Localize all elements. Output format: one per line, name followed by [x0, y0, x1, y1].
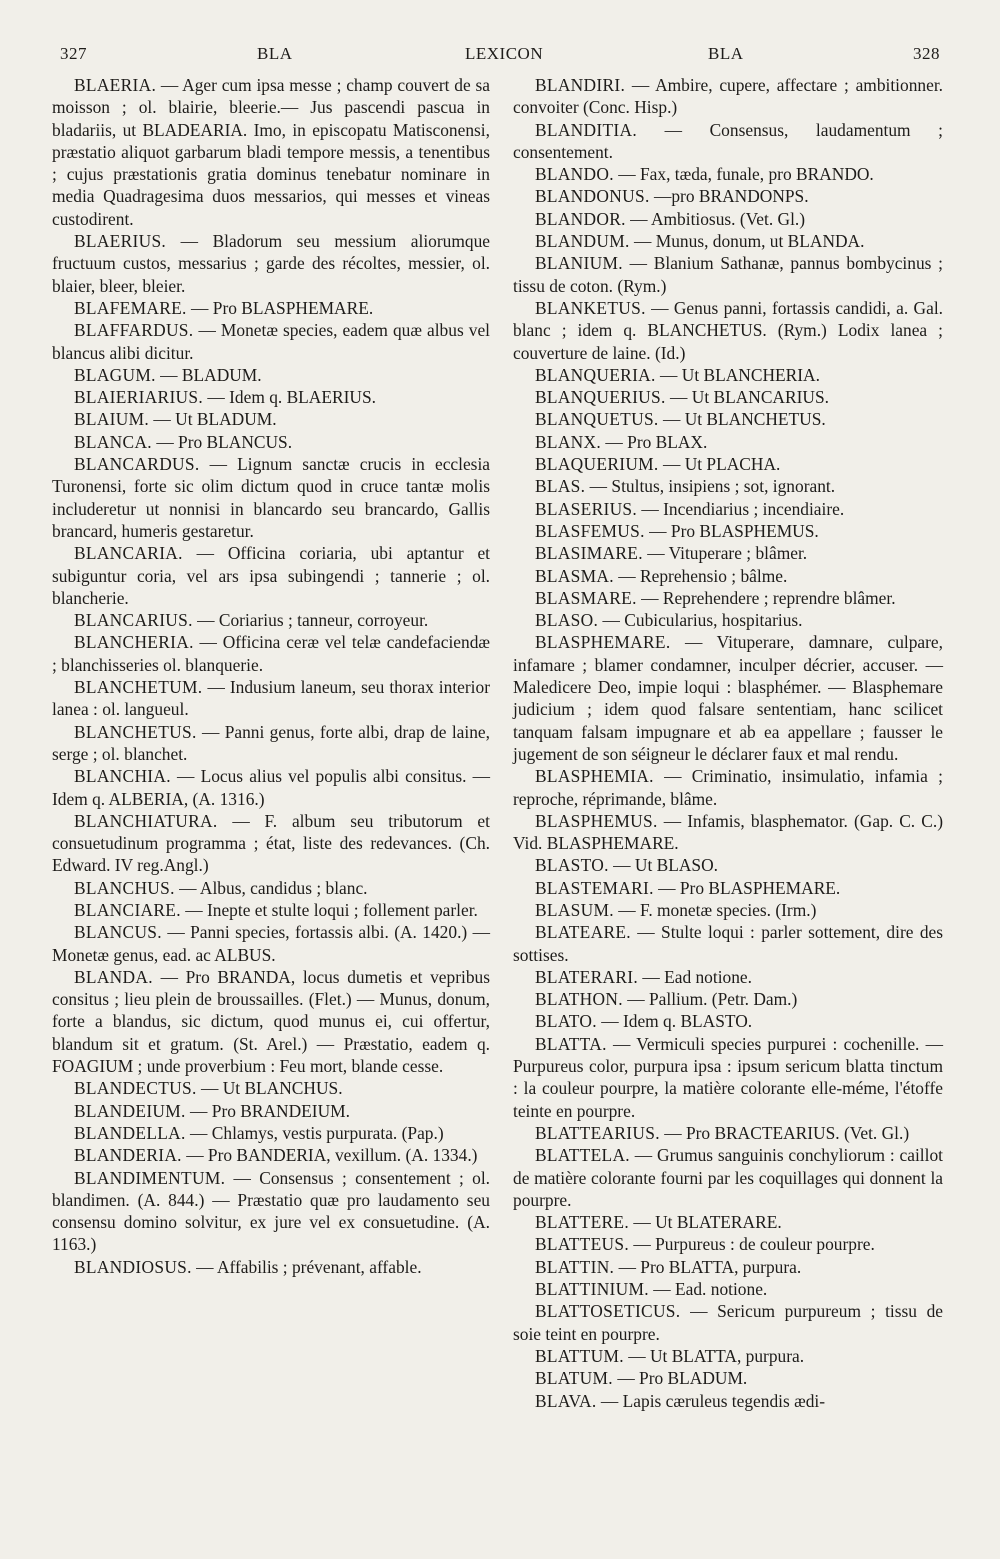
dictionary-entry — [513, 408, 943, 430]
dictionary-entry — [513, 1010, 943, 1032]
entry-headword: BLANCARDUS. — [74, 454, 200, 475]
dictionary-entry — [513, 520, 943, 542]
dictionary-entry — [513, 431, 943, 453]
entry-definition: — Pro BLATTA, purpura. — [618, 1256, 802, 1277]
entry-definition: — Blanium Sathanæ, pannus bombycinus ; tissu de coton. (Rym.) — [513, 253, 943, 296]
entry-headword: BLANCHIA. — [74, 766, 171, 787]
entry-definition: — F. album seu tributorum et consuetudinum programma ; état, liste des redevances. (Ch. Edward. IV reg.Angl.) — [52, 810, 490, 876]
entry-headword: BLAS. — [535, 476, 586, 497]
entry-headword: BLANDIMENTUM. — [74, 1167, 226, 1188]
entry-definition: — Indusium laneum, seu thorax interior lanea : ol. langueul. — [52, 677, 490, 720]
entry-definition: — Inepte et stulte loqui ; follement parler. — [185, 899, 478, 920]
entry-definition: — Pro BRANDEIUM. — [190, 1100, 350, 1121]
entry-definition: — Idem q. BLASTO. — [601, 1011, 753, 1032]
entry-definition: — Ut BLASO. — [613, 855, 718, 876]
entry-definition: — Albus, candidus ; blanc. — [179, 877, 368, 898]
dictionary-entry — [513, 1345, 943, 1367]
dictionary-entry — [513, 587, 943, 609]
entry-definition: — Ut PLACHA. — [662, 454, 781, 475]
entry-definition: — Cubicularius, hospitarius. — [602, 610, 803, 631]
entry-headword: BLANKETUS. — [535, 297, 646, 318]
entry-headword: BLAFFARDUS. — [74, 320, 194, 341]
entry-headword: BLASPHEMARE. — [535, 632, 671, 653]
entry-headword: BLANDIRI. — [535, 75, 626, 95]
entry-definition: — Pro BRANDA, locus dumetis et vepribus consitus ; lieu plein de broussailles. (Flet.) — Munus, donum, forte a blandus, sic dictum, quod munus ei, cui offertur, blandum sit et gratum. (St. Arel.) — Præstatio, eadem q. FOAGIUM ; unde proverbium : Feu mort, blande cesse. — [52, 966, 490, 1077]
entry-headword: BLANX. — [535, 431, 602, 452]
dictionary-entry — [52, 877, 490, 899]
entry-definition: — Ead. notione. — [653, 1279, 768, 1300]
entry-definition: — Pro BRACTEARIUS. (Vet. Gl.) — [664, 1122, 910, 1143]
entry-headword: BLASPHEMIA. — [535, 766, 654, 787]
dictionary-entry — [513, 899, 943, 921]
entry-headword: BLATEARE. — [535, 922, 631, 943]
entry-headword: BLAFEMARE. — [74, 297, 187, 318]
entry-definition: — Consensus ; consentement ; ol. blandimen. (A. 844.) — Præstatio quæ pro laudamento seu consensu domino solvitur, ex jure vel ex consuetudine. (A. 1163.) — [52, 1167, 490, 1255]
dictionary-entry — [513, 1300, 943, 1345]
entry-headword: BLANCUS. — [74, 922, 162, 943]
entry-headword: BLANDOR. — [535, 208, 626, 229]
entry-definition: — Affabilis ; prévenant, affable. — [196, 1256, 422, 1277]
dictionary-entry — [513, 230, 943, 252]
entry-definition: — Ut BLATERARE. — [633, 1212, 782, 1233]
entry-headword: BLANDERIA. — [74, 1145, 182, 1166]
dictionary-entry — [52, 364, 490, 386]
dictionary-entry — [513, 1033, 943, 1122]
dictionary-entry — [52, 542, 490, 609]
right-running-head: BLA — [708, 44, 744, 63]
entry-definition: — Lapis cæruleus tegendis ædi- — [600, 1390, 826, 1411]
entry-headword: BLANDONUS. — [535, 186, 650, 207]
entry-definition: — Ambitiosus. (Vet. Gl.) — [630, 208, 806, 229]
entry-definition: — Ut BLATTA, purpura. — [628, 1345, 805, 1366]
entry-definition: — Idem q. BLAERIUS. — [207, 387, 376, 408]
entry-definition: — Criminatio, insimulatio, infamia ; reproche, réprimande, blâme. — [513, 766, 943, 809]
dictionary-entry — [52, 1077, 490, 1099]
entry-headword: BLATTERE. — [535, 1212, 629, 1233]
dictionary-entry — [513, 119, 943, 164]
entry-definition: — Coriarius ; tanneur, corroyeur. — [197, 610, 429, 631]
entry-definition: — Consensus, laudamentum ; consentement. — [513, 119, 943, 162]
dictionary-entry — [513, 565, 943, 587]
entry-definition: — BLADUM. — [160, 364, 262, 385]
entry-headword: BLATTEUS. — [535, 1234, 629, 1255]
entry-headword: BLANDELLA. — [74, 1122, 186, 1143]
dictionary-entry — [513, 609, 943, 631]
entry-definition: — Ead notione. — [642, 966, 752, 987]
entry-headword: BLANIUM. — [535, 253, 623, 274]
entry-definition: — Chlamys, vestis purpurata. (Pap.) — [190, 1122, 444, 1143]
dictionary-entry — [52, 899, 490, 921]
entry-headword: BLASIMARE. — [535, 543, 643, 564]
dictionary-entry — [513, 877, 943, 899]
dictionary-entry — [513, 988, 943, 1010]
entry-headword: BLAVA. — [535, 1390, 597, 1411]
dictionary-entry — [52, 765, 490, 810]
entry-headword: BLANCIARE. — [74, 899, 181, 920]
page-title: LEXICON — [465, 44, 544, 63]
entry-definition: — Genus panni, fortassis candidi, a. Gal. blanc ; idem q. BLANCHETUS. (Rym.) Lodix lanea ; couverture de laine. (Id.) — [513, 297, 943, 363]
dictionary-entry — [52, 609, 490, 631]
entry-headword: BLANCARIUS. — [74, 610, 193, 631]
left-running-head: BLA — [257, 44, 293, 63]
dictionary-entry — [52, 1122, 490, 1144]
entry-headword: BLASTEMARI. — [535, 877, 654, 898]
entry-headword: BLANQUERIUS. — [535, 387, 666, 408]
entry-headword: BLANCA. — [74, 431, 152, 452]
dictionary-entry — [513, 185, 943, 207]
dictionary-entry — [52, 230, 490, 297]
entry-headword: BLATTELA. — [535, 1145, 630, 1166]
dictionary-entry — [513, 542, 943, 564]
entry-headword: BLATHON. — [535, 989, 623, 1010]
entry-definition: — Lignum sanctæ crucis in ecclesia Turonensi, forte sic olim dictum quod in cruce tantæ molis includeretur ut nonnisi in blancardo seu brancardo, Gallis brancard, humeris gestaretur. — [52, 454, 490, 541]
dictionary-entry — [52, 721, 490, 766]
entry-headword: BLATTEARIUS. — [535, 1122, 660, 1143]
dictionary-entry — [52, 1256, 490, 1278]
entry-definition: — Officina coriaria, ubi aptantur et subiguntur coria, vel ars ipsa subingendi ; tannerie ; ol. blancherie. — [52, 543, 490, 608]
entry-definition: — Panni genus, forte albi, drap de laine, serge ; ol. blanchet. — [52, 721, 490, 764]
dictionary-entry — [513, 1278, 943, 1300]
entry-headword: BLATTA. — [535, 1033, 607, 1054]
entry-headword: BLANDITIA. — [535, 119, 638, 140]
entry-definition: — Ut BLANCARIUS. — [670, 387, 829, 408]
entry-definition: — Ager cum ipsa messe ; champ couvert de sa moisson ; ol. blairie, bleerie.— Jus pascendi pascua in bladariis, ut BLADEARIA. Imo, in episcopatu Matisconensi, præstatio aliquot garbarum bladi tempore messis, a tenentibus ; cujus præstationis gratia dominus tenebatur nominare in media Quadragesima duos messarios, qui messes et vineas custodirent. — [52, 75, 490, 229]
dictionary-entry — [513, 74, 943, 119]
entry-definition: — F. monetæ species. (Irm.) — [618, 899, 817, 920]
entry-headword: BLANDA. — [74, 966, 153, 987]
dictionary-entry — [513, 163, 943, 185]
dictionary-entry — [513, 966, 943, 988]
entry-headword: BLANCHETUM. — [74, 677, 203, 698]
entry-headword: BLATTUM. — [535, 1345, 624, 1366]
entry-definition: — Incendiarius ; incendiaire. — [641, 498, 845, 519]
dictionary-entry — [513, 475, 943, 497]
dictionary-entry — [52, 74, 490, 230]
entry-definition: — Locus alius vel populis albi consitus. — Idem q. ALBERIA, (A. 1316.) — [52, 766, 490, 809]
entry-definition: — Panni species, fortassis albi. (A. 1420.) — Monetæ genus, ead. ac ALBUS. — [52, 922, 490, 965]
dictionary-entry — [513, 854, 943, 876]
left-column — [52, 74, 490, 1278]
entry-headword: BLANQUERIA. — [535, 364, 656, 385]
entry-definition: — Pro BLAX. — [605, 431, 708, 452]
entry-definition: — Pro BLADUM. — [617, 1368, 748, 1389]
entry-definition: — Vituperare ; blâmer. — [647, 543, 808, 564]
dictionary-entry — [513, 1122, 943, 1144]
entry-headword: BLASFEMUS. — [535, 520, 645, 541]
dictionary-entry — [513, 1256, 943, 1278]
dictionary-entry — [513, 1367, 943, 1389]
entry-definition: — Reprehendere ; reprendre blâmer. — [641, 587, 896, 608]
entry-headword: BLAIERIARIUS. — [74, 387, 204, 408]
entry-definition: — Pro BLASPHEMUS. — [649, 520, 819, 541]
dictionary-entry — [52, 408, 490, 430]
entry-definition: — Fax, tæda, funale, pro BRANDO. — [618, 164, 874, 185]
entry-headword: BLAERIUS. — [74, 231, 167, 252]
entry-definition: — Officina ceræ vel telæ candefaciendæ ; blanchisseries ol. blanquerie. — [52, 632, 491, 675]
dictionary-entry — [513, 386, 943, 408]
left-page-number: 327 — [60, 44, 87, 63]
dictionary-entry — [52, 453, 490, 542]
dictionary-entry — [513, 498, 943, 520]
entry-headword: BLASPHEMUS. — [535, 810, 658, 831]
dictionary-entry — [52, 810, 490, 877]
entry-definition: — Ut BLANCHERIA. — [660, 364, 820, 385]
dictionary-entry — [52, 386, 490, 408]
dictionary-entry — [513, 765, 943, 810]
entry-definition: —pro BRANDONPS. — [653, 186, 809, 207]
dictionary-entry — [513, 1233, 943, 1255]
entry-definition: — Sericum purpureum ; tissu de soie teint en pourpre. — [513, 1301, 943, 1344]
entry-headword: BLAGUM. — [74, 364, 156, 385]
entry-definition: — Ambire, cupere, affectare ; ambitionner. convoiter (Conc. Hisp.) — [513, 75, 943, 118]
dictionary-entry — [513, 252, 943, 297]
right-page-number: 328 — [913, 44, 940, 63]
dictionary-entry — [52, 297, 490, 319]
dictionary-entry — [52, 431, 490, 453]
entry-headword: BLANCHUS. — [74, 877, 175, 898]
entry-headword: BLANCHERIA. — [74, 632, 194, 653]
entry-headword: BLANQUETUS. — [535, 409, 659, 430]
entry-definition: — Ut BLANCHETUS. — [662, 409, 826, 430]
dictionary-entry — [513, 1144, 943, 1211]
entry-headword: BLANDEIUM. — [74, 1100, 186, 1121]
entry-definition: — Infamis, blasphemator. (Gap. C. C.) Vid. BLASPHEMARE. — [513, 810, 943, 854]
entry-definition: — Bladorum seu messium aliorumque fructuum custos, messarius ; garde des récoltes, messier, ol. blaier, bleer, bleier. — [52, 231, 490, 296]
entry-headword: BLATO. — [535, 1011, 597, 1032]
dictionary-entry — [513, 1390, 943, 1412]
entry-headword: BLATTINIUM. — [535, 1279, 649, 1300]
right-column — [513, 74, 943, 1412]
entry-definition: — Purpureus : de couleur pourpre. — [633, 1234, 875, 1255]
entry-headword: BLATUM. — [535, 1368, 613, 1389]
dictionary-entry — [52, 631, 490, 676]
dictionary-entry — [513, 208, 943, 230]
entry-definition: — Pro BLASPHEMARE. — [658, 877, 841, 898]
entry-definition: — Reprehensio ; bâlme. — [618, 565, 788, 586]
entry-definition: — Pro BANDERIA, vexillum. (A. 1334.) — [186, 1145, 478, 1166]
entry-headword: BLASERIUS. — [535, 498, 638, 519]
entry-headword: BLANCHETUS. — [74, 721, 197, 742]
entry-definition: — Stultus, insipiens ; sot, ignorant. — [589, 476, 836, 497]
entry-headword: BLANCARIA. — [74, 543, 183, 564]
entry-headword: BLAIUM. — [74, 409, 150, 430]
entry-headword: BLASTO. — [535, 855, 609, 876]
entry-headword: BLANDUM. — [535, 231, 630, 252]
entry-headword: BLASO. — [535, 610, 599, 631]
dictionary-entry — [513, 297, 943, 364]
dictionary-entry — [52, 1100, 490, 1122]
entry-definition: — Vituperare, damnare, culpare, infamare ; blamer condamner, inculper décrier, accuser. — Maledicere Deo, impie loqui : blasphémer. — Blasphemare judicium ; idem quod falsare sententiam, hanc scilicet tanquam falsam impugnare et ab ea appellare ; fausser le jugement de son séigneur le déclarer faux et mal rendu. — [513, 632, 943, 764]
entry-definition: — Pro BLASPHEMARE. — [191, 297, 374, 318]
dictionary-entry — [52, 676, 490, 721]
entry-headword: BLASMA. — [535, 565, 614, 586]
dictionary-entry — [52, 319, 490, 364]
entry-headword: BLANCHIATURA. — [74, 810, 218, 831]
entry-definition: — Monetæ species, eadem quæ albus vel blancus alibi dicitur. — [52, 320, 490, 363]
entry-definition: — Ut BLADUM. — [153, 409, 277, 430]
entry-headword: BLASMARE. — [535, 587, 637, 608]
entry-definition: — Pallium. (Petr. Dam.) — [627, 989, 798, 1010]
entry-headword: BLATTIN. — [535, 1256, 615, 1277]
entry-definition: — Pro BLANCUS. — [156, 431, 293, 452]
entry-headword: BLANDECTUS. — [74, 1078, 197, 1099]
entry-headword: BLAERIA. — [74, 75, 157, 95]
entry-headword: BLATTOSETICUS. — [535, 1301, 681, 1322]
dictionary-entry — [52, 1144, 490, 1166]
entry-headword: BLANDO. — [535, 164, 614, 185]
dictionary-entry — [52, 921, 490, 966]
entry-definition: — Munus, donum, ut BLANDA. — [634, 231, 865, 252]
entry-definition: — Stulte loqui : parler sottement, dire des sottises. — [513, 922, 944, 965]
entry-definition: — Grumus sanguinis conchyliorum : caillot de matière colorante fourni par les coquillages qui donnent la pourpre. — [513, 1145, 943, 1210]
page-header — [60, 44, 940, 68]
dictionary-entry — [513, 364, 943, 386]
entry-headword: BLATERARI. — [535, 966, 638, 987]
entry-headword: BLASUM. — [535, 899, 614, 920]
entry-definition: — Vermiculi species purpurei : cochenille. — Purpureus color, purpura ipsa : ipsum sericum blatta tinctum : la couleur pourpre, la matière colorante elle-méme, l'étoffe teinte en pourpre. — [513, 1033, 943, 1121]
dictionary-entry — [513, 631, 943, 765]
dictionary-entry — [513, 1211, 943, 1233]
entry-definition: — Ut BLANCHUS. — [200, 1078, 343, 1099]
dictionary-entry — [513, 810, 943, 855]
entry-headword: BLAQUERIUM. — [535, 454, 659, 475]
dictionary-entry — [52, 966, 490, 1077]
dictionary-entry — [513, 453, 943, 475]
dictionary-entry — [513, 921, 943, 966]
dictionary-entry — [52, 1167, 490, 1256]
entry-headword: BLANDIOSUS. — [74, 1256, 192, 1277]
